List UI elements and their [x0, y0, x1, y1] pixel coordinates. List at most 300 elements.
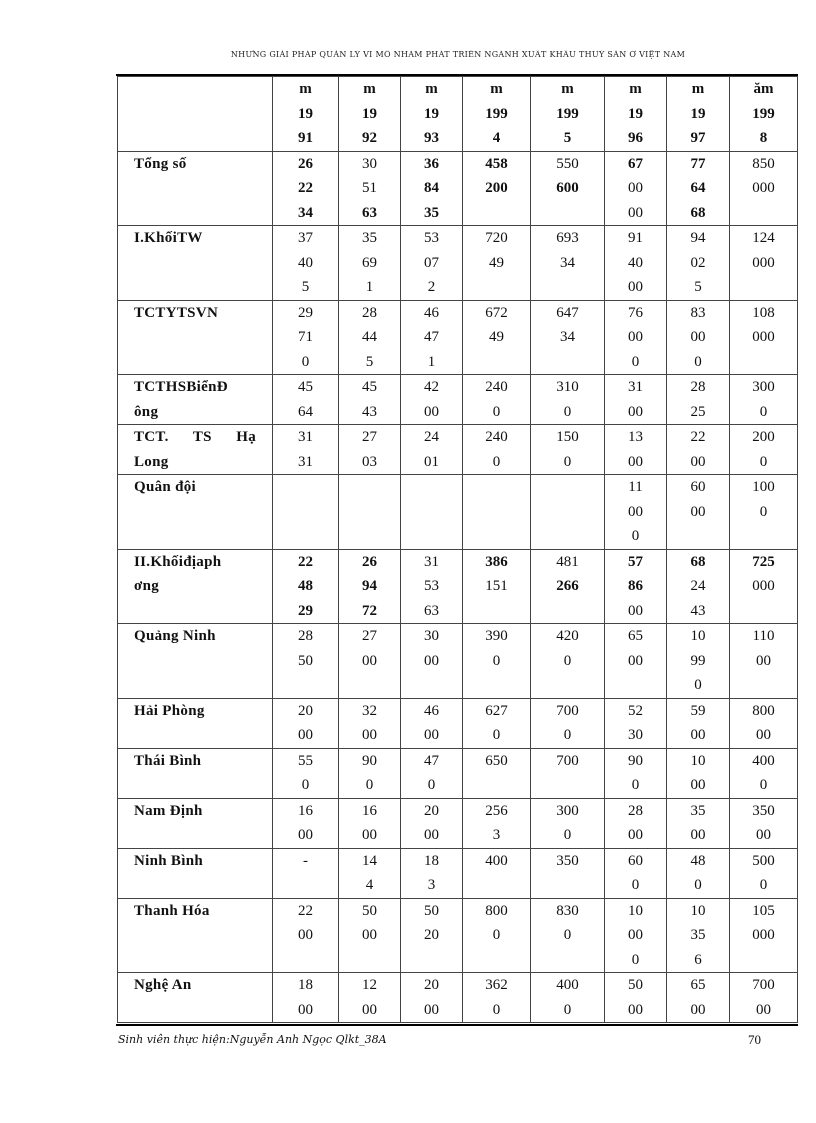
cell-line: 0 [365, 777, 374, 793]
cell-line: 45 [362, 379, 377, 395]
cell-line: 00 [424, 652, 439, 669]
data-cell [339, 300, 401, 375]
cell-line: 300 [752, 379, 775, 395]
cell-line: 0 [563, 827, 572, 843]
data-cell [531, 549, 605, 624]
row-label-line: Thái Bình [134, 752, 202, 769]
cell-line: 76 [628, 304, 643, 321]
cell-line: 0 [492, 727, 501, 743]
cell-line: 86 [628, 578, 643, 594]
cell-line: 49 [489, 254, 504, 271]
cell-line: 03 [362, 453, 377, 470]
data-cell [730, 300, 798, 375]
cell-line: 10 [628, 902, 643, 919]
cell-line: 0 [427, 777, 436, 793]
cell-line: 35 [690, 802, 706, 819]
data-cell [730, 549, 798, 624]
cell-line: 420 [556, 628, 579, 644]
cell-line: 16 [298, 802, 313, 819]
row-label [118, 898, 273, 973]
data-cell [463, 973, 531, 1023]
data-cell [463, 624, 531, 699]
cell-line: 77 [690, 155, 706, 172]
cell-line: 60 [628, 852, 643, 869]
cell-line: 53 [424, 230, 439, 246]
column-header [339, 77, 401, 152]
data-cell [401, 973, 463, 1023]
cell-line: 5 [563, 130, 572, 146]
cell-line: 3 [427, 877, 436, 893]
cell-line: 00 [628, 1001, 643, 1018]
cell-line: 31 [298, 429, 313, 445]
cell-line: 600 [556, 180, 579, 196]
cell-line: 47 [424, 329, 439, 345]
cell-line: 60 [690, 479, 706, 495]
cell-line: 110 [752, 628, 775, 644]
table-row [118, 475, 798, 550]
cell-line: 72 [362, 602, 377, 619]
cell-line: 300 [556, 802, 579, 819]
cell-line: 10 [690, 902, 706, 919]
cell-line: 00 [424, 1001, 439, 1018]
cell-line: 700 [556, 752, 579, 769]
cell-line: 500 [752, 852, 775, 869]
table-row [118, 549, 798, 624]
cell-line: 00 [628, 329, 643, 345]
cell-line: 43 [690, 602, 706, 619]
cell-line: 22 [298, 180, 313, 196]
cell-line: 10 [690, 752, 706, 769]
cell-line: 200 [752, 429, 775, 445]
cell-line: 00 [628, 503, 643, 520]
cell-line: 91 [628, 230, 643, 246]
cell-line: 000 [752, 254, 775, 271]
running-header: NHỮNG GIẢI PHÁP QUẢN LÝ VĨ MÔ NHẰM PHÁT TRIỂN NGÀNH XUẤT KHẨU THUỶ SẢN Ở VIỆT NAM [230, 50, 686, 59]
data-cell [531, 848, 605, 898]
cell-line: 199 [752, 105, 775, 122]
data-cell [401, 300, 463, 375]
cell-line: 00 [690, 827, 706, 843]
row-label [118, 848, 273, 898]
row-label [118, 624, 273, 699]
table-row [118, 748, 798, 798]
cell-line: 29 [298, 304, 313, 321]
cell-line: 00 [628, 927, 643, 943]
cell-line: 40 [628, 254, 643, 271]
data-cell [401, 549, 463, 624]
row-label-line: Ninh Bình [134, 852, 203, 869]
cell-line: 22 [298, 902, 313, 919]
cell-line: 00 [298, 727, 313, 743]
row-label-line: Long [134, 453, 169, 470]
cell-line: 00 [756, 1001, 771, 1018]
cell-line: 0 [301, 777, 310, 793]
cell-line: 00 [756, 652, 771, 669]
data-cell [667, 375, 730, 425]
data-cell [730, 475, 798, 550]
cell-line: 725 [752, 553, 775, 570]
cell-line: 240 [485, 379, 508, 395]
cell-line: 3 [492, 827, 501, 843]
data-cell [401, 698, 463, 748]
data-cell [401, 151, 463, 226]
cell-line: 44 [362, 329, 377, 345]
data-cell [667, 973, 730, 1023]
cell-line: 18 [298, 977, 313, 993]
cell-line: 67 [628, 155, 643, 172]
cell-line: 28 [628, 802, 643, 819]
data-cell [273, 226, 339, 301]
cell-line: 26 [298, 155, 313, 172]
data-cell [730, 624, 798, 699]
data-cell [339, 475, 401, 550]
data-cell [605, 425, 667, 475]
cell-line: 00 [298, 1001, 313, 1018]
cell-line: 310 [556, 379, 579, 395]
data-cell [667, 898, 730, 973]
cell-line: 26 [362, 553, 377, 570]
cell-line: 93 [424, 130, 439, 146]
cell-line: 14 [362, 852, 377, 869]
cell-line: 00 [298, 927, 313, 943]
row-label-line: Tổng số [134, 155, 187, 172]
cell-line: 19 [424, 105, 439, 122]
data-cell [730, 698, 798, 748]
table-row [118, 375, 798, 425]
cell-line: 55 [298, 752, 313, 769]
row-label [118, 226, 273, 301]
cell-line: 31 [628, 379, 643, 395]
cell-line: 850 [752, 155, 775, 172]
bottom-rule [116, 1024, 798, 1026]
cell-line: 00 [362, 827, 377, 843]
data-cell [339, 425, 401, 475]
row-label-line: TCT. TS Hạ [134, 429, 256, 445]
cell-line: 8 [759, 130, 768, 146]
data-cell [531, 698, 605, 748]
cell-line: 28 [690, 379, 706, 395]
cell-line: 31 [424, 553, 439, 570]
data-cell [273, 300, 339, 375]
data-cell [605, 300, 667, 375]
column-header [273, 77, 339, 152]
cell-line: 20 [424, 927, 439, 943]
data-cell [531, 748, 605, 798]
cell-line: 550 [556, 155, 579, 172]
row-label [118, 151, 273, 226]
data-cell [273, 798, 339, 848]
data-cell [463, 475, 531, 550]
cell-line: 00 [424, 827, 439, 843]
data-cell [531, 226, 605, 301]
row-label-line: Quân đội [134, 479, 197, 495]
cell-line: 00 [756, 827, 771, 843]
data-cell [667, 300, 730, 375]
cell-line: 35 [690, 927, 706, 943]
data-cell [401, 475, 463, 550]
cell-line: 0 [492, 1001, 501, 1018]
cell-line: 22 [298, 553, 313, 570]
data-cell [531, 624, 605, 699]
table-row [118, 973, 798, 1023]
data-cell [401, 624, 463, 699]
data-cell [401, 898, 463, 973]
table-row [118, 698, 798, 748]
cell-line: 11 [628, 479, 643, 495]
data-cell [463, 748, 531, 798]
data-cell [339, 698, 401, 748]
cell-line: 0 [631, 353, 640, 370]
cell-line: 108 [752, 304, 775, 321]
cell-line: 00 [690, 329, 706, 345]
cell-line: 64 [298, 403, 313, 420]
data-cell [730, 375, 798, 425]
cell-line: 52 [628, 702, 643, 719]
cell-line: 1 [427, 353, 436, 370]
cell-line: 07 [424, 254, 439, 271]
data-cell [339, 226, 401, 301]
cell-line: 35 [362, 230, 377, 246]
table-row [118, 425, 798, 475]
cell-line: 50 [628, 977, 643, 993]
data-cell [605, 375, 667, 425]
cell-line: 0 [631, 777, 640, 793]
cell-line: 693 [556, 230, 579, 246]
cell-line: 0 [759, 877, 768, 893]
row-label-line: I.KhốiTW [134, 230, 203, 246]
cell-line: 150 [556, 429, 579, 445]
cell-line: 5 [694, 279, 702, 295]
data-cell [667, 549, 730, 624]
cell-line: 00 [628, 453, 643, 470]
cell-line: 10 [690, 628, 706, 644]
cell-line: 01 [424, 453, 439, 470]
cell-line: m [299, 81, 312, 97]
cell-line: 1 [365, 279, 374, 295]
row-label-line: ông [134, 403, 159, 420]
data-cell [463, 848, 531, 898]
cell-line: 71 [298, 329, 313, 345]
cell-line: 386 [485, 553, 508, 570]
data-cell [730, 748, 798, 798]
data-cell [531, 151, 605, 226]
cell-line: 00 [628, 827, 643, 843]
cell-line: 350 [752, 802, 775, 819]
cell-line: 19 [362, 105, 377, 122]
cell-line: 27 [362, 429, 377, 445]
data-cell [667, 151, 730, 226]
cell-line: 350 [556, 852, 579, 869]
cell-line: 00 [690, 1001, 706, 1018]
cell-line: 0 [492, 652, 501, 669]
corner-cell [118, 77, 273, 152]
data-cell [605, 798, 667, 848]
cell-line: m [490, 81, 503, 97]
cell-line: 36 [424, 155, 439, 172]
row-label-line: Quảng Ninh [134, 628, 216, 644]
cell-line: 59 [690, 702, 706, 719]
row-label-line: II.Khốiđịaph [134, 553, 222, 570]
cell-line: 28 [298, 628, 313, 644]
cell-line: 49 [489, 329, 504, 345]
cell-line: 4 [365, 877, 374, 893]
cell-line: 0 [694, 677, 702, 693]
cell-line: 151 [485, 578, 508, 594]
cell-line: - [303, 852, 308, 869]
cell-line: 00 [362, 727, 377, 743]
cell-line: 800 [485, 902, 508, 919]
data-cell [667, 848, 730, 898]
data-cell [463, 549, 531, 624]
cell-line: 105 [752, 902, 775, 919]
data-cell [339, 624, 401, 699]
data-cell [463, 151, 531, 226]
footer-author: Sinh viên thực hiện:Nguyễn Anh Ngọc Qlkt_38A [118, 1033, 387, 1046]
cell-line: 00 [756, 727, 771, 743]
cell-line: 68 [690, 204, 706, 221]
cell-line: 63 [424, 602, 439, 619]
cell-line: 647 [556, 304, 579, 321]
data-cell [463, 898, 531, 973]
cell-line: 266 [556, 578, 579, 594]
data-cell [667, 425, 730, 475]
data-cell [730, 798, 798, 848]
data-cell [463, 798, 531, 848]
row-label-line: TCTHSBiểnĐ [134, 379, 228, 395]
data-cell [531, 300, 605, 375]
cell-line: 0 [694, 353, 702, 370]
row-label [118, 698, 273, 748]
cell-line: 5 [365, 353, 374, 370]
row-label-line: Hải Phòng [134, 702, 205, 719]
data-cell [339, 973, 401, 1023]
column-header [605, 77, 667, 152]
cell-line: 0 [759, 777, 768, 793]
data-cell [730, 973, 798, 1023]
cell-line: 00 [424, 403, 439, 420]
data-cell [273, 973, 339, 1023]
page-number: 70 [748, 1032, 761, 1047]
cell-line: m [363, 81, 376, 97]
cell-line: 94 [690, 230, 706, 246]
cell-line: 13 [628, 429, 643, 445]
data-cell [401, 798, 463, 848]
cell-line: 45 [298, 379, 313, 395]
cell-line: 69 [362, 254, 377, 271]
data-cell [463, 226, 531, 301]
cell-line: 50 [424, 902, 439, 919]
data-cell [605, 549, 667, 624]
cell-line: 481 [556, 553, 579, 570]
table-row [118, 898, 798, 973]
cell-line: 0 [563, 403, 572, 420]
cell-line: 32 [362, 702, 377, 719]
data-cell [605, 848, 667, 898]
data-cell [401, 425, 463, 475]
cell-line: 00 [690, 503, 706, 520]
cell-line: 34 [560, 329, 575, 345]
cell-line: 50 [362, 902, 377, 919]
cell-line: 47 [424, 752, 439, 769]
cell-line: 00 [362, 927, 377, 943]
cell-line: 96 [628, 130, 643, 146]
cell-line: 0 [563, 453, 572, 470]
cell-line: 90 [362, 752, 377, 769]
cell-line: 57 [628, 553, 643, 570]
cell-line: 16 [362, 802, 377, 819]
cell-line: 19 [690, 105, 706, 122]
cell-line: 30 [362, 155, 377, 172]
table-row [118, 300, 798, 375]
cell-line: 400 [485, 852, 508, 869]
table-row [118, 848, 798, 898]
data-cell [605, 624, 667, 699]
cell-line: 64 [690, 180, 706, 196]
data-cell [605, 898, 667, 973]
cell-line: 0 [694, 877, 702, 893]
cell-line: 42 [424, 379, 439, 395]
data-cell [531, 425, 605, 475]
cell-line: 43 [362, 403, 377, 420]
cell-line: 4 [492, 130, 501, 146]
cell-line: 0 [563, 727, 572, 743]
cell-line: 200 [485, 180, 508, 196]
data-cell [339, 151, 401, 226]
data-cell [463, 425, 531, 475]
data-cell [401, 226, 463, 301]
cell-line: 000 [752, 578, 775, 594]
cell-line: 6 [694, 951, 702, 968]
cell-line: 700 [752, 977, 775, 993]
cell-line: 18 [424, 852, 439, 869]
cell-line: 31 [298, 453, 313, 470]
cell-line: 0 [492, 403, 501, 420]
cell-line: 92 [362, 130, 377, 146]
data-cell [463, 300, 531, 375]
cell-line: 199 [485, 105, 508, 122]
statistics-table [117, 76, 798, 1023]
cell-line: 19 [628, 105, 643, 122]
data-cell [531, 898, 605, 973]
data-cell [273, 475, 339, 550]
cell-line: 40 [298, 254, 313, 271]
cell-line: 00 [628, 204, 643, 221]
cell-line: 02 [690, 254, 706, 271]
cell-line: 199 [556, 105, 579, 122]
cell-line: 0 [563, 652, 572, 669]
cell-line: 83 [690, 304, 706, 321]
data-cell [605, 973, 667, 1023]
data-cell [730, 425, 798, 475]
cell-line: 00 [628, 602, 643, 619]
data-cell [531, 973, 605, 1023]
cell-line: 65 [690, 977, 706, 993]
data-cell [667, 698, 730, 748]
data-cell [273, 898, 339, 973]
cell-line: 20 [424, 802, 439, 819]
cell-line: m [425, 81, 438, 97]
data-cell [339, 848, 401, 898]
cell-line: 24 [424, 429, 439, 445]
data-cell [273, 848, 339, 898]
data-cell [339, 549, 401, 624]
data-cell [605, 748, 667, 798]
data-cell [273, 425, 339, 475]
data-cell [273, 151, 339, 226]
cell-line: 800 [752, 702, 775, 719]
cell-line: 53 [424, 578, 439, 594]
data-cell [605, 226, 667, 301]
